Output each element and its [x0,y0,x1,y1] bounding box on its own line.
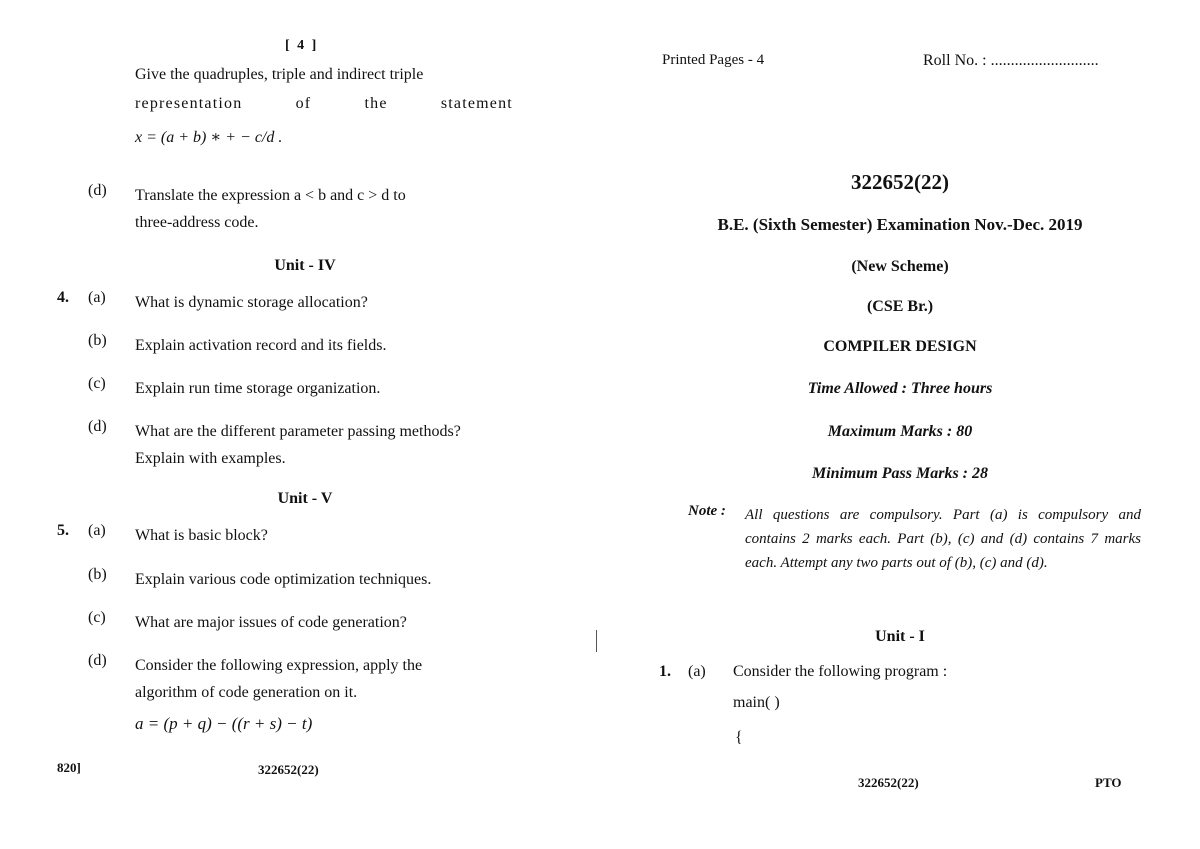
question-label: (a) [88,522,106,539]
question-label: (c) [88,375,106,392]
subject: COMPILER DESIGN [823,338,977,355]
question-text: What is dynamic storage allocation? [135,294,368,311]
unit-1-heading: Unit - I [875,628,925,645]
code-line-brace: { [735,729,743,746]
footer-paper-code: 322652(22) [258,762,319,777]
word: representation [135,95,243,112]
exam-title: B.E. (Sixth Semester) Examination Nov.-Dec. 2019 [717,215,1083,234]
question-line: three-address code. [135,214,259,231]
question-line: algorithm of code generation on it. [135,684,358,701]
footer-pto: PTO [1095,775,1122,790]
question-label: (d) [88,182,107,199]
branch: (CSE Br.) [866,298,934,315]
question-label: (c) [88,609,106,626]
scheme: (New Scheme) [851,258,949,275]
question-number: 1. [659,663,671,680]
question-text [135,652,422,706]
continuation-line-1: Give the quadruples, triple and indirect triple [135,66,424,83]
question-line: Explain with examples. [135,450,286,467]
unit-4-heading: Unit - IV [274,257,336,274]
question-text: Explain activation record and its fields. [135,337,387,354]
right-page [600,0,1200,849]
continuation-line-2 [135,95,513,113]
paper-code: 322652(22) [851,170,949,194]
question-text: What are major issues of code generation? [135,614,407,631]
question-label: (d) [88,418,107,435]
minimum-pass-marks: Minimum Pass Marks : 28 [811,465,989,482]
roll-number: Roll No. : ........................... [923,52,1099,69]
question-label: (a) [88,289,106,306]
printed-pages: Printed Pages - 4 [662,52,765,68]
time-allowed: Time Allowed : Three hours [807,380,993,397]
question-line: What are the different parameter passing methods? [135,423,461,440]
footer-paper-code: 322652(22) [858,775,919,790]
question-text: Explain various code optimization techniques. [135,571,432,588]
question-label: (b) [88,332,107,349]
word: of [295,95,312,112]
code-generation-expression: a = (p + q) − ((r + s) − t) [135,714,313,733]
question-line: Translate the expression a < b and c > d to [135,187,406,204]
note-text: All questions are compulsory. Part (a) is compulsory and contains 2 marks each. Part (b), (c) and (d) contains 7 marks each. Attempt any two parts out of (b), (c) and (d). [745,507,1141,571]
question-label: (a) [688,663,706,680]
question-line: Consider the following expression, apply the [135,657,423,674]
question-label: (d) [88,652,107,669]
question-label: (b) [88,566,107,583]
left-page [0,0,590,849]
question-text: What is basic block? [135,527,268,544]
statement-expression: x = (a + b) ∗ + − c/d . [135,129,283,146]
question-text: Explain run time storage organization. [135,380,381,397]
question-text: Consider the following program : [733,663,948,680]
maximum-marks: Maximum Marks : 80 [827,423,973,440]
question-number: 4. [57,289,69,306]
question-number: 5. [57,522,69,539]
unit-5-heading: Unit - V [277,490,333,507]
note-label: Note : [688,503,726,519]
question-text [135,418,461,472]
code-line-main: main( ) [733,694,780,711]
word: statement [440,95,513,112]
page-divider [596,630,597,652]
question-text [135,182,406,236]
word: the [364,95,388,112]
page-number: [ 4 ] [285,38,319,53]
footer-left-number: 820] [57,760,81,775]
